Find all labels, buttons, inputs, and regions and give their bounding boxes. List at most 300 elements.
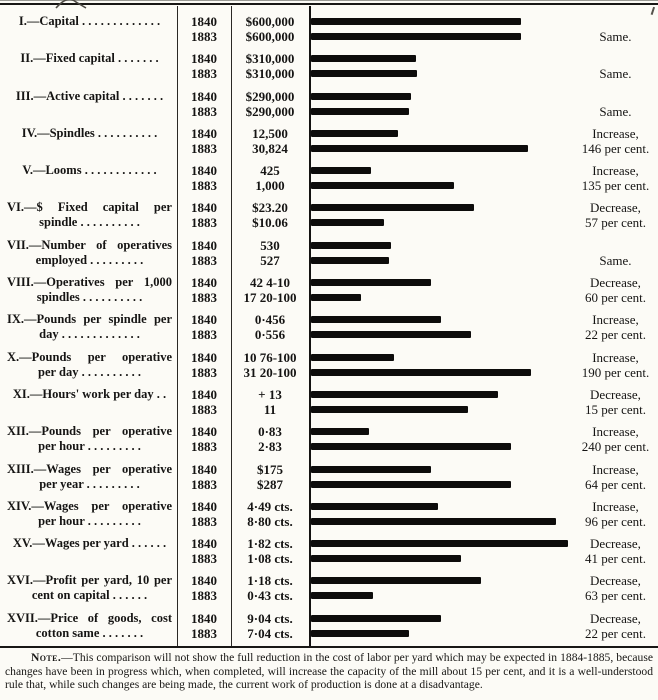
year-column — [177, 275, 231, 305]
value-1883: $10.06 — [252, 215, 288, 231]
bar-column — [309, 89, 573, 119]
item-label-line2 — [7, 66, 172, 81]
item-label-line1: III.—Active capital . . . . . . . — [15, 88, 164, 103]
bar-slot-1883 — [309, 402, 573, 417]
change-note — [573, 163, 658, 193]
table-row-group — [0, 238, 658, 268]
bar-slot-1840 — [309, 536, 573, 551]
value-column — [231, 424, 309, 454]
year-column — [177, 573, 231, 603]
value-1840: + 13 — [258, 386, 282, 402]
change-note — [573, 350, 658, 380]
year-1840: 1840 — [191, 88, 217, 104]
year-column — [177, 499, 231, 529]
value-1883: 7·04 cts. — [247, 625, 293, 641]
value-1883: 2·83 — [258, 439, 282, 455]
bar-1883 — [311, 219, 384, 226]
value-1883: 0·43 cts. — [247, 588, 293, 604]
bar-slot-1840 — [309, 238, 573, 253]
change-note-line2: 190 per cent. — [581, 364, 650, 380]
item-label-line1: I.—Capital . . . . . . . . . . . . . — [18, 14, 161, 28]
change-note-line2: 41 per cent. — [584, 551, 646, 567]
bar-slot-1840 — [309, 89, 573, 104]
bar-1883 — [311, 481, 511, 488]
year-1840: 1840 — [191, 424, 217, 440]
item-label — [0, 387, 177, 417]
value-column — [231, 387, 309, 417]
change-note-line1 — [573, 238, 658, 253]
value-1883: 527 — [260, 252, 280, 268]
footnote-label: Note. — [31, 651, 62, 664]
value-1840: $290,000 — [245, 88, 295, 104]
change-note — [573, 312, 658, 342]
change-note-line2: Same. — [599, 103, 632, 119]
item-label-line1: IX.—Pounds per spindle per — [7, 312, 172, 327]
value-1840: 0·83 — [258, 424, 282, 440]
change-note-line1: Decrease, — [590, 386, 641, 402]
year-1883: 1883 — [191, 513, 217, 529]
bar-slot-1883 — [309, 253, 573, 268]
item-label — [0, 536, 177, 566]
item-label-line2 — [7, 178, 172, 193]
top-thin-rule — [0, 0, 658, 1]
change-note — [573, 200, 658, 230]
item-label-line1: XII.—Pounds per operative — [7, 424, 172, 439]
bar-1840 — [311, 55, 416, 62]
change-note-line1: Increase, — [592, 312, 639, 328]
change-note-line1: Decrease, — [590, 610, 641, 626]
bar-1840 — [311, 18, 521, 25]
bar-column — [309, 387, 573, 417]
item-label — [0, 499, 177, 529]
value-1883: 31 20-100 — [243, 364, 297, 380]
bar-slot-1840 — [309, 350, 573, 365]
bar-1883 — [311, 518, 556, 525]
value-1883: 17 20-100 — [243, 290, 297, 306]
year-1840: 1840 — [191, 125, 217, 141]
value-1840: 1·18 cts. — [247, 573, 293, 589]
bar-column — [309, 312, 573, 342]
year-1883: 1883 — [191, 29, 217, 44]
change-note — [573, 275, 658, 305]
bar-slot-1883 — [309, 141, 573, 156]
table-bottom-rule — [0, 646, 658, 648]
change-note-line2: 22 per cent. — [584, 625, 646, 641]
change-note-line2: 57 per cent. — [584, 215, 646, 231]
bar-1840 — [311, 316, 441, 323]
bar-slot-1840 — [309, 462, 573, 477]
year-1883: 1883 — [191, 551, 217, 567]
item-label — [0, 51, 177, 81]
table-row-group — [0, 350, 658, 380]
value-column — [231, 611, 309, 641]
value-1883: $287 — [257, 476, 283, 492]
item-label-line1: II.—Fixed capital . . . . . . . — [20, 51, 159, 66]
change-note-line2: 15 per cent. — [584, 401, 646, 417]
change-note — [573, 424, 658, 454]
bar-slot-1840 — [309, 499, 573, 514]
value-column — [231, 51, 309, 81]
bar-1840 — [311, 93, 411, 100]
item-label-line1: XIV.—Wages per operative — [7, 498, 172, 513]
item-label — [0, 424, 177, 454]
item-label-line1: XI.—Hours' work per day . . — [12, 386, 167, 401]
item-label-line2 — [7, 402, 172, 417]
change-note — [573, 387, 658, 417]
year-1840: 1840 — [191, 610, 217, 626]
bar-slot-1883 — [309, 588, 573, 603]
change-note-line1: Decrease, — [590, 200, 641, 216]
table-row-group — [0, 462, 658, 492]
table-body — [0, 14, 658, 648]
table-row-group — [0, 200, 658, 230]
year-1883: 1883 — [191, 252, 217, 268]
table-row-group — [0, 387, 658, 417]
value-1840: 42 4-10 — [249, 275, 291, 291]
change-note-line1: Decrease, — [590, 573, 641, 589]
item-label-line1: VI.—$ Fixed capital per — [7, 200, 172, 215]
item-label-line2: spindles . . . . . . . . . . — [36, 290, 143, 305]
value-column — [231, 14, 309, 44]
year-1840: 1840 — [191, 312, 217, 328]
item-label-line1: XVII.—Price of goods, cost — [7, 610, 172, 625]
year-1840: 1840 — [191, 573, 217, 589]
change-note-line2: 64 per cent. — [584, 476, 646, 492]
item-label-line2: per hour . . . . . . . . . — [38, 513, 141, 528]
value-1840: $23.20 — [252, 200, 288, 216]
table-row-group — [0, 499, 658, 529]
item-label — [0, 238, 177, 268]
item-label-line2 — [7, 551, 172, 566]
year-1840: 1840 — [191, 163, 217, 179]
footnote-text: —This comparison will not show the full reduction in the cost of labor per yard which may be expected in 1884-1885, because changes have been in progress which, when completed, will increase the capacity of the mill about 15 per cent, and it is a well-understood rule that, while such changes are being made, the current work of production is done at a disadvantage. — [5, 651, 653, 692]
year-column — [177, 350, 231, 380]
year-1883: 1883 — [191, 66, 217, 82]
bar-column — [309, 573, 573, 603]
value-1883: 8·80 cts. — [247, 513, 293, 529]
year-column — [177, 51, 231, 81]
year-1840: 1840 — [191, 349, 217, 365]
item-label — [0, 462, 177, 492]
bar-column — [309, 462, 573, 492]
value-column — [231, 275, 309, 305]
year-column — [177, 387, 231, 417]
bar-1840 — [311, 204, 474, 211]
item-label — [0, 611, 177, 641]
bar-1883 — [311, 331, 471, 338]
change-note-line2: 240 per cent. — [581, 439, 650, 455]
change-note — [573, 611, 658, 641]
bar-slot-1883 — [309, 178, 573, 193]
item-label-line1: X.—Pounds per operative — [7, 349, 172, 364]
bar-slot-1883 — [309, 104, 573, 119]
table-row-group — [0, 312, 658, 342]
bar-slot-1883 — [309, 215, 573, 230]
change-note — [573, 536, 658, 566]
bar-1883 — [311, 592, 373, 599]
bar-1883 — [311, 406, 468, 413]
value-1840: 12,500 — [252, 125, 288, 141]
change-note-line1: Decrease, — [590, 536, 641, 552]
bar-slot-1840 — [309, 312, 573, 327]
year-column — [177, 163, 231, 193]
bar-slot-1840 — [309, 200, 573, 215]
year-1840: 1840 — [191, 536, 217, 552]
year-column — [177, 536, 231, 566]
change-note-line2: 135 per cent. — [581, 178, 650, 194]
bar-slot-1883 — [309, 514, 573, 529]
year-1883: 1883 — [191, 215, 217, 231]
bar-1883 — [311, 443, 511, 450]
bar-1883 — [311, 555, 461, 562]
year-1840: 1840 — [191, 200, 217, 216]
year-column — [177, 424, 231, 454]
bar-slot-1840 — [309, 14, 573, 29]
bar-1883 — [311, 108, 409, 115]
value-1883: 11 — [263, 401, 277, 417]
bar-slot-1883 — [309, 66, 573, 81]
value-1840: $175 — [257, 461, 283, 477]
value-1840: 9·04 cts. — [247, 610, 293, 626]
year-1840: 1840 — [191, 461, 217, 477]
bar-1840 — [311, 466, 431, 473]
item-label-line1: IV.—Spindles . . . . . . . . . . — [21, 125, 158, 140]
year-1883: 1883 — [191, 401, 217, 417]
change-note — [573, 573, 658, 603]
value-column — [231, 238, 309, 268]
bar-column — [309, 611, 573, 641]
year-column — [177, 126, 231, 156]
item-label — [0, 350, 177, 380]
bar-column — [309, 499, 573, 529]
bar-1883 — [311, 70, 417, 77]
value-column — [231, 462, 309, 492]
item-label-line1: V.—Looms . . . . . . . . . . . . — [22, 163, 157, 178]
item-label-line2: day . . . . . . . . . . . . . — [39, 327, 140, 342]
comparison-table — [0, 5, 658, 646]
bar-1840 — [311, 167, 371, 174]
bar-1883 — [311, 257, 389, 264]
item-label-line2: employed . . . . . . . . . — [35, 252, 144, 267]
bar-slot-1840 — [309, 387, 573, 402]
bar-1840 — [311, 503, 438, 510]
bar-1840 — [311, 130, 398, 137]
value-1840: 10 76-100 — [243, 349, 297, 365]
bar-slot-1840 — [309, 424, 573, 439]
item-label — [0, 163, 177, 193]
change-note — [573, 499, 658, 529]
bar-column — [309, 14, 573, 44]
value-1840: 4·49 cts. — [247, 498, 293, 514]
change-note-line1: Decrease, — [590, 275, 641, 291]
item-label-line2 — [7, 104, 172, 119]
year-1883: 1883 — [191, 439, 217, 455]
item-label-line1: XIII.—Wages per operative — [7, 461, 172, 476]
value-1883: 30,824 — [252, 140, 288, 156]
change-note-line2: 96 per cent. — [584, 513, 646, 529]
bar-column — [309, 275, 573, 305]
change-note-line2: 146 per cent. — [581, 140, 650, 156]
item-label — [0, 14, 177, 44]
bar-1840 — [311, 428, 369, 435]
value-column — [231, 573, 309, 603]
change-note-line2: 22 per cent. — [584, 327, 646, 343]
year-1883: 1883 — [191, 327, 217, 343]
value-1840: 1·82 cts. — [247, 536, 293, 552]
year-column — [177, 312, 231, 342]
value-column — [231, 126, 309, 156]
value-1840: $600,000 — [245, 14, 295, 29]
change-note — [573, 14, 658, 44]
table-row-group — [0, 89, 658, 119]
bar-1840 — [311, 391, 498, 398]
item-label-line1: VII.—Number of operatives — [7, 237, 172, 252]
bar-slot-1883 — [309, 29, 573, 44]
change-note-line2: 63 per cent. — [584, 588, 646, 604]
change-note — [573, 126, 658, 156]
year-column — [177, 89, 231, 119]
change-note-line1: Increase, — [592, 424, 639, 440]
bar-1883 — [311, 294, 361, 301]
bar-slot-1840 — [309, 51, 573, 66]
value-1883: $600,000 — [245, 29, 295, 44]
bar-column — [309, 163, 573, 193]
value-1840: $310,000 — [245, 51, 295, 67]
item-label-line2: per day . . . . . . . . . . — [38, 364, 141, 379]
change-note — [573, 51, 658, 81]
value-1840: 0·456 — [254, 312, 286, 328]
change-note — [573, 238, 658, 268]
bar-column — [309, 238, 573, 268]
value-1840: 425 — [260, 163, 280, 179]
item-label — [0, 126, 177, 156]
bar-column — [309, 350, 573, 380]
value-1883: 0·556 — [254, 327, 286, 343]
year-1883: 1883 — [191, 625, 217, 641]
item-label-line1: XV.—Wages per yard . . . . . . — [12, 536, 167, 551]
change-note-line1: Increase, — [592, 125, 639, 141]
bar-column — [309, 200, 573, 230]
year-1840: 1840 — [191, 51, 217, 67]
item-label-line1: XVI.—Profit per yard, 10 per — [7, 573, 172, 588]
bar-slot-1883 — [309, 365, 573, 380]
bar-slot-1840 — [309, 573, 573, 588]
bar-slot-1840 — [309, 126, 573, 141]
bar-slot-1883 — [309, 477, 573, 492]
bar-column — [309, 424, 573, 454]
change-note-line2: Same. — [599, 29, 632, 44]
year-1883: 1883 — [191, 103, 217, 119]
year-1883: 1883 — [191, 476, 217, 492]
bar-1840 — [311, 242, 391, 249]
bar-1883 — [311, 369, 531, 376]
item-label-line2: cent on capital . . . . . . — [31, 588, 148, 603]
table-row-group — [0, 611, 658, 641]
bar-slot-1883 — [309, 327, 573, 342]
bar-slot-1840 — [309, 275, 573, 290]
value-column — [231, 89, 309, 119]
bar-1883 — [311, 182, 454, 189]
item-label-line2: per hour . . . . . . . . . — [38, 439, 141, 454]
bar-slot-1840 — [309, 163, 573, 178]
bar-column — [309, 51, 573, 81]
year-1840: 1840 — [191, 498, 217, 514]
table-row-group — [0, 573, 658, 603]
change-note-line1: Increase, — [592, 461, 639, 477]
year-column — [177, 611, 231, 641]
bar-1840 — [311, 354, 394, 361]
year-column — [177, 14, 231, 44]
table-row-group — [0, 51, 658, 81]
item-label — [0, 200, 177, 230]
value-1883: 1·08 cts. — [247, 551, 293, 567]
bar-1883 — [311, 33, 521, 40]
value-1883: $310,000 — [245, 66, 295, 82]
item-label-line1: VIII.—Operatives per 1,000 — [7, 275, 172, 290]
bar-slot-1883 — [309, 551, 573, 566]
change-note-line2: Same. — [599, 252, 632, 268]
table-row-group — [0, 424, 658, 454]
year-1883: 1883 — [191, 290, 217, 306]
change-note-line1: Increase, — [592, 163, 639, 179]
bar-column — [309, 536, 573, 566]
change-note-line1: Increase, — [592, 349, 639, 365]
change-note — [573, 462, 658, 492]
change-note-line1 — [573, 89, 658, 104]
item-label — [0, 312, 177, 342]
bar-1883 — [311, 145, 528, 152]
table-row-group — [0, 126, 658, 156]
bar-slot-1883 — [309, 290, 573, 305]
year-1883: 1883 — [191, 588, 217, 604]
bar-1840 — [311, 577, 481, 584]
footnote — [5, 651, 653, 692]
item-label-line2 — [7, 141, 172, 156]
value-column — [231, 200, 309, 230]
year-1883: 1883 — [191, 178, 217, 194]
change-note-line2: Same. — [599, 66, 632, 82]
bar-slot-1883 — [309, 626, 573, 641]
bar-1883 — [311, 630, 409, 637]
change-note — [573, 89, 658, 119]
item-label-line2 — [7, 29, 172, 44]
value-1840: 530 — [260, 237, 280, 253]
year-column — [177, 200, 231, 230]
year-column — [177, 462, 231, 492]
bar-slot-1883 — [309, 439, 573, 454]
bar-column — [309, 126, 573, 156]
value-1883: 1,000 — [255, 178, 285, 194]
change-note-line2: 60 per cent. — [584, 290, 646, 306]
value-column — [231, 499, 309, 529]
year-1840: 1840 — [191, 386, 217, 402]
item-label-line2: spindle . . . . . . . . . . — [39, 215, 140, 230]
table-row-group — [0, 163, 658, 193]
table-row-group — [0, 275, 658, 305]
item-label-line2: cotton same . . . . . . . — [35, 625, 144, 640]
item-label-line2: per year . . . . . . . . . — [39, 476, 140, 491]
year-column — [177, 238, 231, 268]
year-1840: 1840 — [191, 237, 217, 253]
table-row-group — [0, 536, 658, 566]
item-label — [0, 275, 177, 305]
change-note-line1 — [573, 51, 658, 66]
value-column — [231, 350, 309, 380]
bar-1840 — [311, 615, 441, 622]
bar-slot-1840 — [309, 611, 573, 626]
year-1883: 1883 — [191, 364, 217, 380]
year-1840: 1840 — [191, 14, 217, 29]
